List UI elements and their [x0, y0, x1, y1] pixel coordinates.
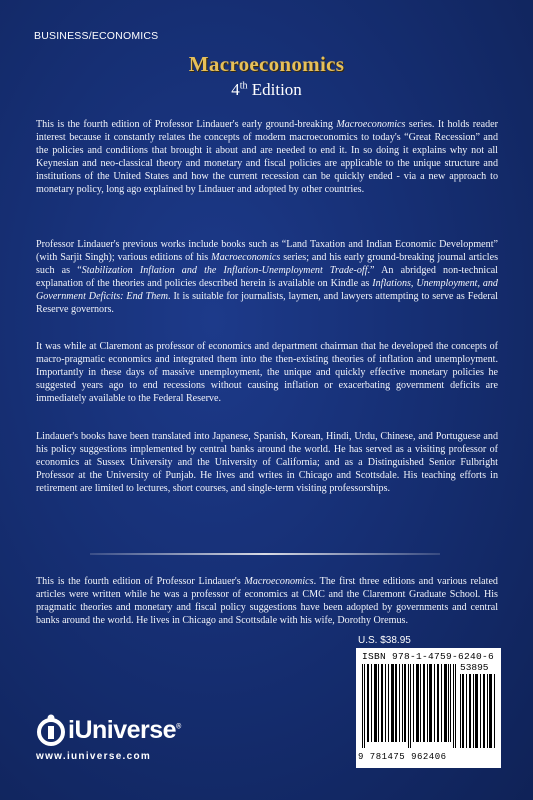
publisher-name: iUniverse®: [68, 715, 181, 744]
category-label: BUSINESS/ECONOMICS: [34, 30, 159, 42]
ean-number: 9 781475 962406: [358, 752, 447, 762]
description-paragraph-1: This is the fourth edition of Professor Lindauer's early ground-breaking Macroeconomics series. It holds reader interest because it constantly relates the concepts of modern macroeconomics to today's “Great Recession” and the policies and conditions that brought it about and are needed to end it. In so doing it explains why not all Keynesian and neo-classical theory and monetary and fiscal policies are applicable to the unique structure and institutions of the United States and how the current recession can be quickly ended - via a new approach to monetary policy, long ago explained by Lindauer and adopted by other countries.: [36, 119, 498, 196]
edition-word: Edition: [251, 80, 302, 99]
isbn-text: ISBN 978-1-4759-6240-6: [362, 651, 495, 662]
series-title: Macroeconomics: [336, 119, 406, 130]
edition-label: [0, 80, 533, 100]
barcode: [356, 648, 501, 768]
article-title: Stabilization Inflation and the Inflation-Unemployment Trade-off: [81, 265, 368, 277]
kindle-book-title: Inflations, Unemployment, and Government Deficits: End Them: [36, 278, 498, 303]
author-bio: This is the fourth edition of Professor Lindauer's Macroeconomics. The first three editions and various related articles were written while he was a professor of economics at CMC and the Claremont Graduate School. His pragmatic theories and monetary and fiscal policy suggestions have been adopted by governments and central banks around the world. He lives in Chicago and Scottsdale with his wife, Dorothy Oremus.: [36, 576, 498, 627]
series-title: Macroeconomics: [244, 576, 314, 587]
publisher-website: www.iuniverse.com: [36, 751, 152, 762]
description-paragraph-3: It was while at Claremont as professor of economics and department chairman that he developed the concepts of macro-pragmatic economics and integrated them into the then-existing theories of inflation and unemployment. Importantly in these days of massive unemployment, the unique and quickly effective monetary policies he suggested years ago to end recessions without causing inflation or exacerbating government deficits are immediately available to the Federal Reserve.: [36, 341, 498, 405]
addon-barcode-bars: [460, 674, 496, 748]
iuniverse-logo-icon: [36, 713, 66, 747]
edition-suffix: th: [239, 80, 248, 92]
edition-number: 4: [231, 80, 240, 99]
price-label: U.S. $38.95: [358, 635, 411, 646]
ean-barcode-bars: [362, 664, 456, 748]
publisher-logo: [36, 713, 181, 747]
book-title: Macroeconomics: [188, 52, 345, 76]
description-paragraph-2: Professor Lindauer's previous works include books such as “Land Taxation and Indian Economic Development” (with Sarjit Singh); various editions of his Macroeconomics series; and his early ground-breaking journal articles such as “Stabilization Inflation and the Inflation-Unemployment Trade-off.” An abridged non-technical explanation of the theories and policies described herein is available on Kindle as Inflations, Unemployment, and Government Deficits: End Them. It is suitable for journalists, laymen, and lawyers attempting to serve as Federal Reserve governors.: [36, 239, 498, 316]
series-title: Macroeconomics: [211, 252, 281, 264]
addon-code: 53895: [460, 662, 489, 673]
description-paragraph-4: Lindauer's books have been translated into Japanese, Spanish, Korean, Hindi, Urdu, Chinese, and Portuguese and his policy suggestions implemented by central banks around the world. He has served as a visiting professor of economics at Sussex University and the University of California; and as a Distinguished Senior Fulbright Professor at the University of Punjab. He lives and writes in Chicago and Scottsdale. His teaching efforts in retirement are limited to lectures, short courses, and single-term visiting professorships.: [36, 431, 498, 495]
section-divider: [90, 553, 440, 555]
